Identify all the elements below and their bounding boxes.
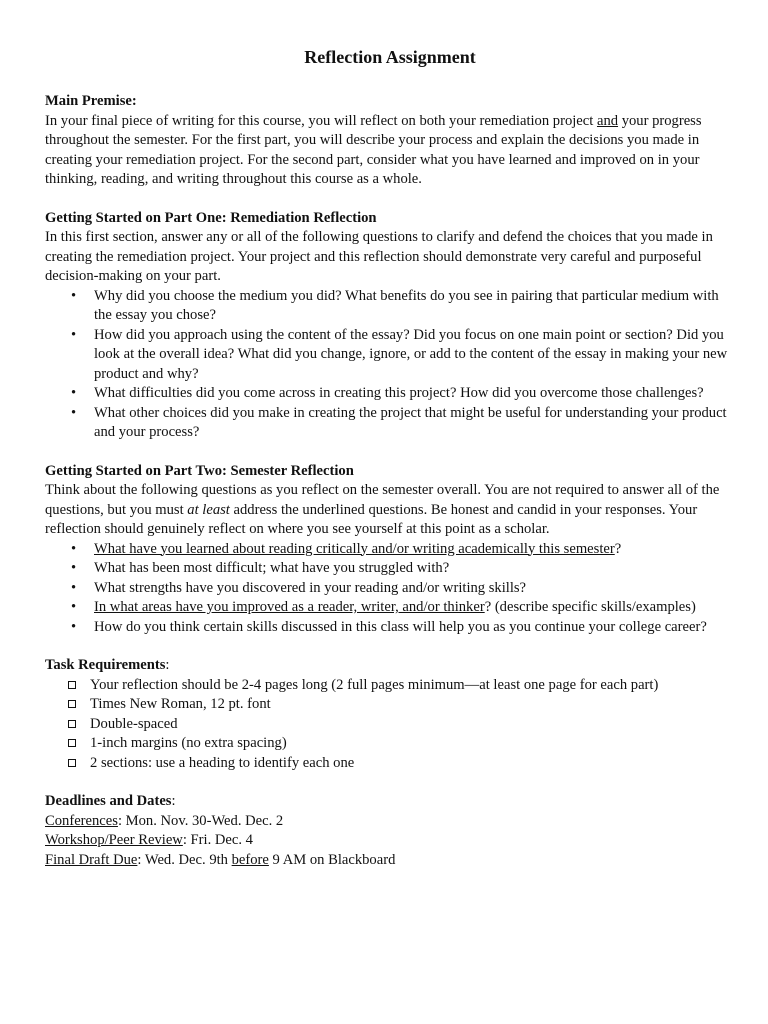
conferences-line: Conferences: Mon. Nov. 30-Wed. Dec. 2 (45, 812, 284, 829)
workshop-line: Workshop/Peer Review: Fri. Dec. 4 (45, 832, 253, 848)
list-item: Times New Roman, 12 pt. font (45, 695, 735, 715)
task-requirements-section (45, 656, 735, 773)
deadlines-section (45, 792, 735, 870)
main-premise-section (45, 92, 735, 190)
main-premise-text: In your final piece of writing for this course, you will reflect on both your remediation project and your progress throughout the semester. For the first part, you will describe your process and explain the decisions you made in creating your remediation project. For the second part, consider what you have learned and improved on in your thinking, reading, and writing throughout this course as a whole. (45, 112, 702, 187)
bullet-icon: • (71, 560, 77, 576)
task-requirements-heading: Task Requirements: (45, 657, 170, 673)
part-one-section (45, 209, 735, 443)
part-one-heading: Getting Started on Part One: Remediation Reflection (45, 209, 377, 226)
list-item: Double-spaced (45, 715, 735, 735)
list-item: • How did you approach using the content of the essay? Did you focus on one main point or section? Did you look at the overall idea? What did you change, ignore, or add to the content of the essay in making your new product and why? (71, 326, 728, 382)
list-item: • In what areas have you improved as a reader, writer, and/or thinker? (describe specific skills/examples) (45, 598, 735, 618)
bullet-icon: • (71, 579, 77, 596)
checkbox-icon (68, 681, 76, 689)
list-item: • What difficulties did you come across in creating this project? How did you overcome those challenges? (45, 384, 735, 404)
bullet-icon: • (71, 326, 77, 343)
task-requirements-list (45, 676, 735, 774)
final-draft-line: Final Draft Due: Wed. Dec. 9th before 9 AM on Blackboard (45, 851, 396, 868)
checkbox-icon (68, 720, 76, 728)
list-item: • What has been most difficult; what have you struggled with? (45, 559, 735, 579)
list-item: • Why did you choose the medium you did? What benefits do you see in pairing that particular medium with the essay you chose? (71, 287, 719, 323)
part-two-questions (45, 540, 735, 638)
list-item: Your reflection should be 2-4 pages long (2 full pages minimum—at least one page for each part) (45, 676, 735, 696)
list-item: • How do you think certain skills discussed in this class will help you as you continue your college career? (45, 618, 735, 638)
list-item: • What other choices did you make in creating the project that might be useful for understanding your product and your process? (71, 404, 727, 440)
document-page (45, 46, 735, 889)
bullet-icon: • (71, 618, 77, 635)
main-premise-heading: Main Premise: (45, 93, 137, 109)
part-one-questions (45, 287, 735, 443)
part-two-section (45, 462, 735, 638)
list-item: • What strengths have you discovered in your reading and/or writing skills? (45, 579, 735, 599)
checkbox-icon (68, 700, 76, 708)
list-item: 1-inch margins (no extra spacing) (45, 734, 735, 754)
bullet-icon: • (71, 385, 77, 401)
bullet-icon: • (71, 404, 77, 421)
deadlines-heading: Deadlines and Dates: (45, 793, 176, 809)
checkbox-icon (68, 739, 76, 747)
list-item: 2 sections: use a heading to identify each one (45, 754, 735, 774)
list-item: • What have you learned about reading critically and/or writing academically this semester? (45, 540, 735, 560)
part-one-intro: In this first section, answer any or all of the following questions to clarify and defend the choices that you made in creating the remediation project. Your project and this reflection should demonstrate very careful and purposeful decision-making on your part. (45, 229, 713, 284)
part-two-heading: Getting Started on Part Two: Semester Reflection (45, 462, 354, 479)
document-title: Reflection Assignment (304, 47, 476, 67)
bullet-icon: • (71, 599, 77, 615)
bullet-icon: • (71, 540, 77, 557)
part-two-intro: Think about the following questions as you reflect on the semester overall. You are not required to answer all of the questions, but you must at least address the underlined questions. Be honest and candid in your responses. Your reflection should genuinely reflect on where you see yourself at this point as a scholar. (45, 482, 720, 537)
checkbox-icon (68, 759, 76, 767)
bullet-icon: • (71, 287, 77, 304)
